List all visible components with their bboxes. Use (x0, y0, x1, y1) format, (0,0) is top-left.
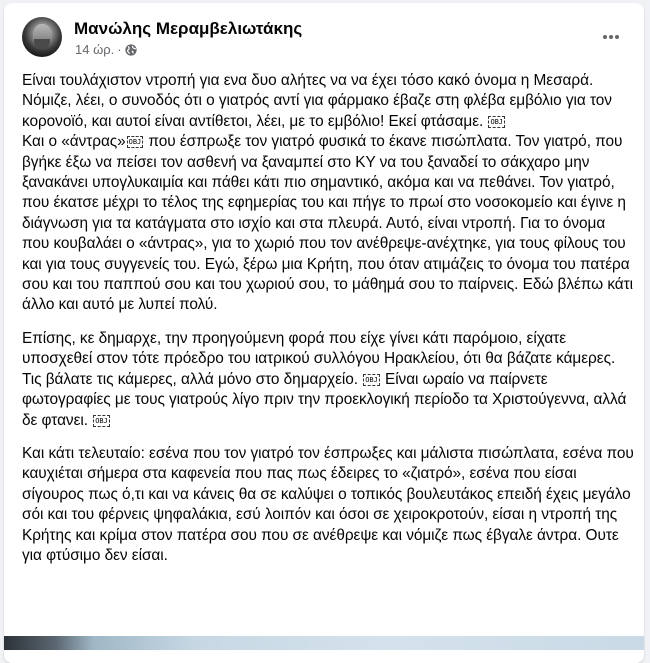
emoji-placeholder-icon: OBJ (128, 138, 142, 147)
dot (609, 35, 613, 39)
post-card (4, 3, 644, 663)
paragraph-text: Είναι τουλάχιστον ντροπή για ενα δυο αλήτες να να έχει τόσο κακό όνομα η Μεσαρά. Νόμιζε, λέει, ο συνοδός ότι ο γιατρός αντί για φάρμακο έβαζε στη φλέβα εμβόλιο για τον κορονοϊό, και αυτοί είναι αντίθετοι, λέει, με το εμβόλιο! Εκεί φτάσαμε. (22, 72, 612, 130)
avatar[interactable] (22, 17, 62, 57)
avatar-beard (34, 39, 50, 49)
post-photo[interactable] (4, 636, 644, 650)
emoji-placeholder-icon: OBJ (95, 416, 108, 425)
post-paragraph-1 (22, 71, 634, 316)
paragraph-text: Επίσης, κε δημαρχε, την προηγούμενη φορά που είχε γίνει κάτι παρόμοιο, είχατε υποσχεθεί στον τότε πρόεδρο του ιατρικού συλλόγου Ηρακλείου, ότι θα βάζατε κάμερες. Τις βάλατε τις κάμερες, αλλά μόνο στο δημαρχείο. (22, 329, 616, 388)
post-meta (75, 42, 137, 57)
more-options-icon[interactable] (599, 29, 623, 45)
globe-icon (125, 44, 137, 56)
post-time[interactable]: 14 ώρ. (75, 42, 115, 57)
paragraph-text: Και ο «άντρας» (22, 133, 126, 151)
paragraph-text: Είναι ωραίο να παίρνετε φωτογραφίες με τους γιατρούς λίγο πριν την προεκλογική περίοδο τα Χριστούγεννα, αλλά δε φτανει. (22, 370, 627, 429)
author-name[interactable]: Μανώλης Μεραμβελιωτάκης (74, 19, 303, 38)
dot (615, 35, 619, 39)
post-text (22, 71, 634, 579)
meta-separator: · (117, 42, 122, 57)
dot (603, 35, 607, 39)
paragraph-text: που έσπρωξε τον γιατρό φυσικά το έκανε πισώπλατα. Τον γιατρό, που βγήκε έξω να πείσει τον ασθενή να ξαναμπεί στο ΚΥ να του ξαναδεί το σάκχαρο μην ξανακάνει υπογλυκαιμία και πάθει κάτι πιο σημαντικό, ακόμα και να πεθάνει. Τον γιατρό, που έκατσε μέχρι το τέλος της εφημερίας του και πήγε το πρωί στο νοσοκομείο και έγινε η διάγνωση για τα κατάγματα στο ισχίο και στα πλευρά. Αυτό, είναι ντροπή. Για το όνομα που κουβαλάει ο «άντρας», για το χωριό που τον ανέθρεψε-ανέχτηκε, για τους φίλους του και για τους συγγενείς του. Εγώ, ξέρω μια Κρήτη, που όταν ατιμάζεις το όνομα του πατέρα σου και του παππού σου και του χωριού σου, το μάθημά σου το παίρνεις. Εδώ βλέπω κάτι άλλο και αυτό με λυπεί πολύ. (22, 133, 634, 314)
post-paragraph-2 (22, 329, 634, 431)
emoji-placeholder-icon: OBJ (490, 117, 503, 126)
post-paragraph-3 (22, 444, 634, 566)
post-header (22, 17, 627, 61)
emoji-placeholder-icon: OBJ (365, 375, 378, 384)
paragraph-text: Και κάτι τελευταίο: εσένα που τον γιατρό τον έσπρωξες και μάλιστα πισώπλατα, εσένα που καυχιέται σήμερα στα καφενεία που πας πως έδειρες το «ζιατρό», εσένα που είσαι σίγουρος πως ό,τι και να κάνεις θα σε καλύψει ο τοπικός βουλευτάκος επειδή έχεις μεγάλο σόι και του φέρνεις ψηφαλάκια, εσύ λοιπόν και όσοι σε χειροκροτούν, είσαι η ντροπή της Κρήτης και κρίμα στον πατέρα σου που σε ανέθρεψε και νόμιζε πως έβγαλε άντρα. Ουτε για φτύσιμο δεν είσαι. (22, 444, 634, 564)
